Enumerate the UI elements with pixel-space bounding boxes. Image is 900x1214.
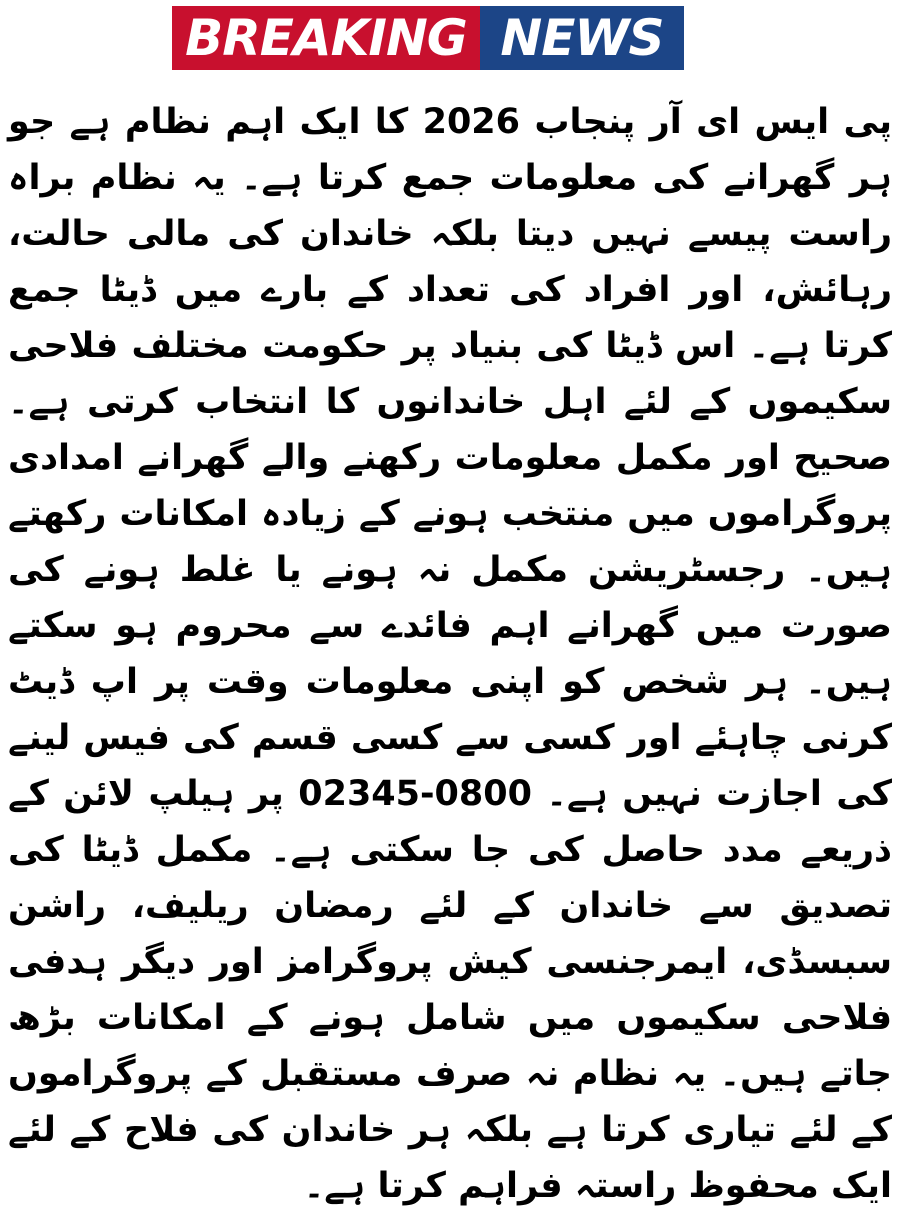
banner-breaking-label: BREAKING	[172, 6, 480, 70]
breaking-news-banner	[172, 6, 684, 70]
article-body	[8, 94, 892, 1206]
banner-news-label: NEWS	[480, 6, 684, 70]
article-paragraph: پی ایس ای آر پنجاب 2026 کا ایک اہم نظام ہے جو ہر گھرانے کی معلومات جمع کرتا ہے۔ یہ نظام براہ راست پیسے نہیں دیتا بلکہ خاندان کی مالی حالت، رہائش، اور افراد کی تعداد کے بارے میں ڈیٹا جمع کرتا ہے۔ اس ڈیٹا کی بنیاد پر حکومت مختلف فلاحی سکیموں کے لئے اہل خاندانوں کا انتخاب کرتی ہے۔ صحیح اور مکمل معلومات رکھنے والے گھرانے امدادی پروگراموں میں منتخب ہونے کے زیادہ امکانات رکھتے ہیں۔ رجسٹریشن مکمل نہ ہونے یا غلط ہونے کی صورت میں گھرانے اہم فائدے سے محروم ہو سکتے ہیں۔ ہر شخص کو اپنی معلومات وقت پر اپ ڈیٹ کرنی چاہئے اور کسی سے کسی قسم کی فیس لینے کی اجازت نہیں ہے۔ 0800-02345 پر ہیلپ لائن کے ذریعے مدد حاصل کی جا سکتی ہے۔ مکمل ڈیٹا کی تصدیق سے خاندان کے لئے رمضان ریلیف، راشن سبسڈی، ایمرجنسی کیش پروگرامز اور دیگر ہدفی فلاحی سکیموں میں شامل ہونے کے امکانات بڑھ جاتے ہیں۔ یہ نظام نہ صرف مستقبل کے پروگراموں کے لئے تیاری کرتا ہے بلکہ ہر خاندان کی فلاح کے لئے ایک محفوظ راستہ فراہم کرتا ہے۔	[8, 102, 892, 1206]
